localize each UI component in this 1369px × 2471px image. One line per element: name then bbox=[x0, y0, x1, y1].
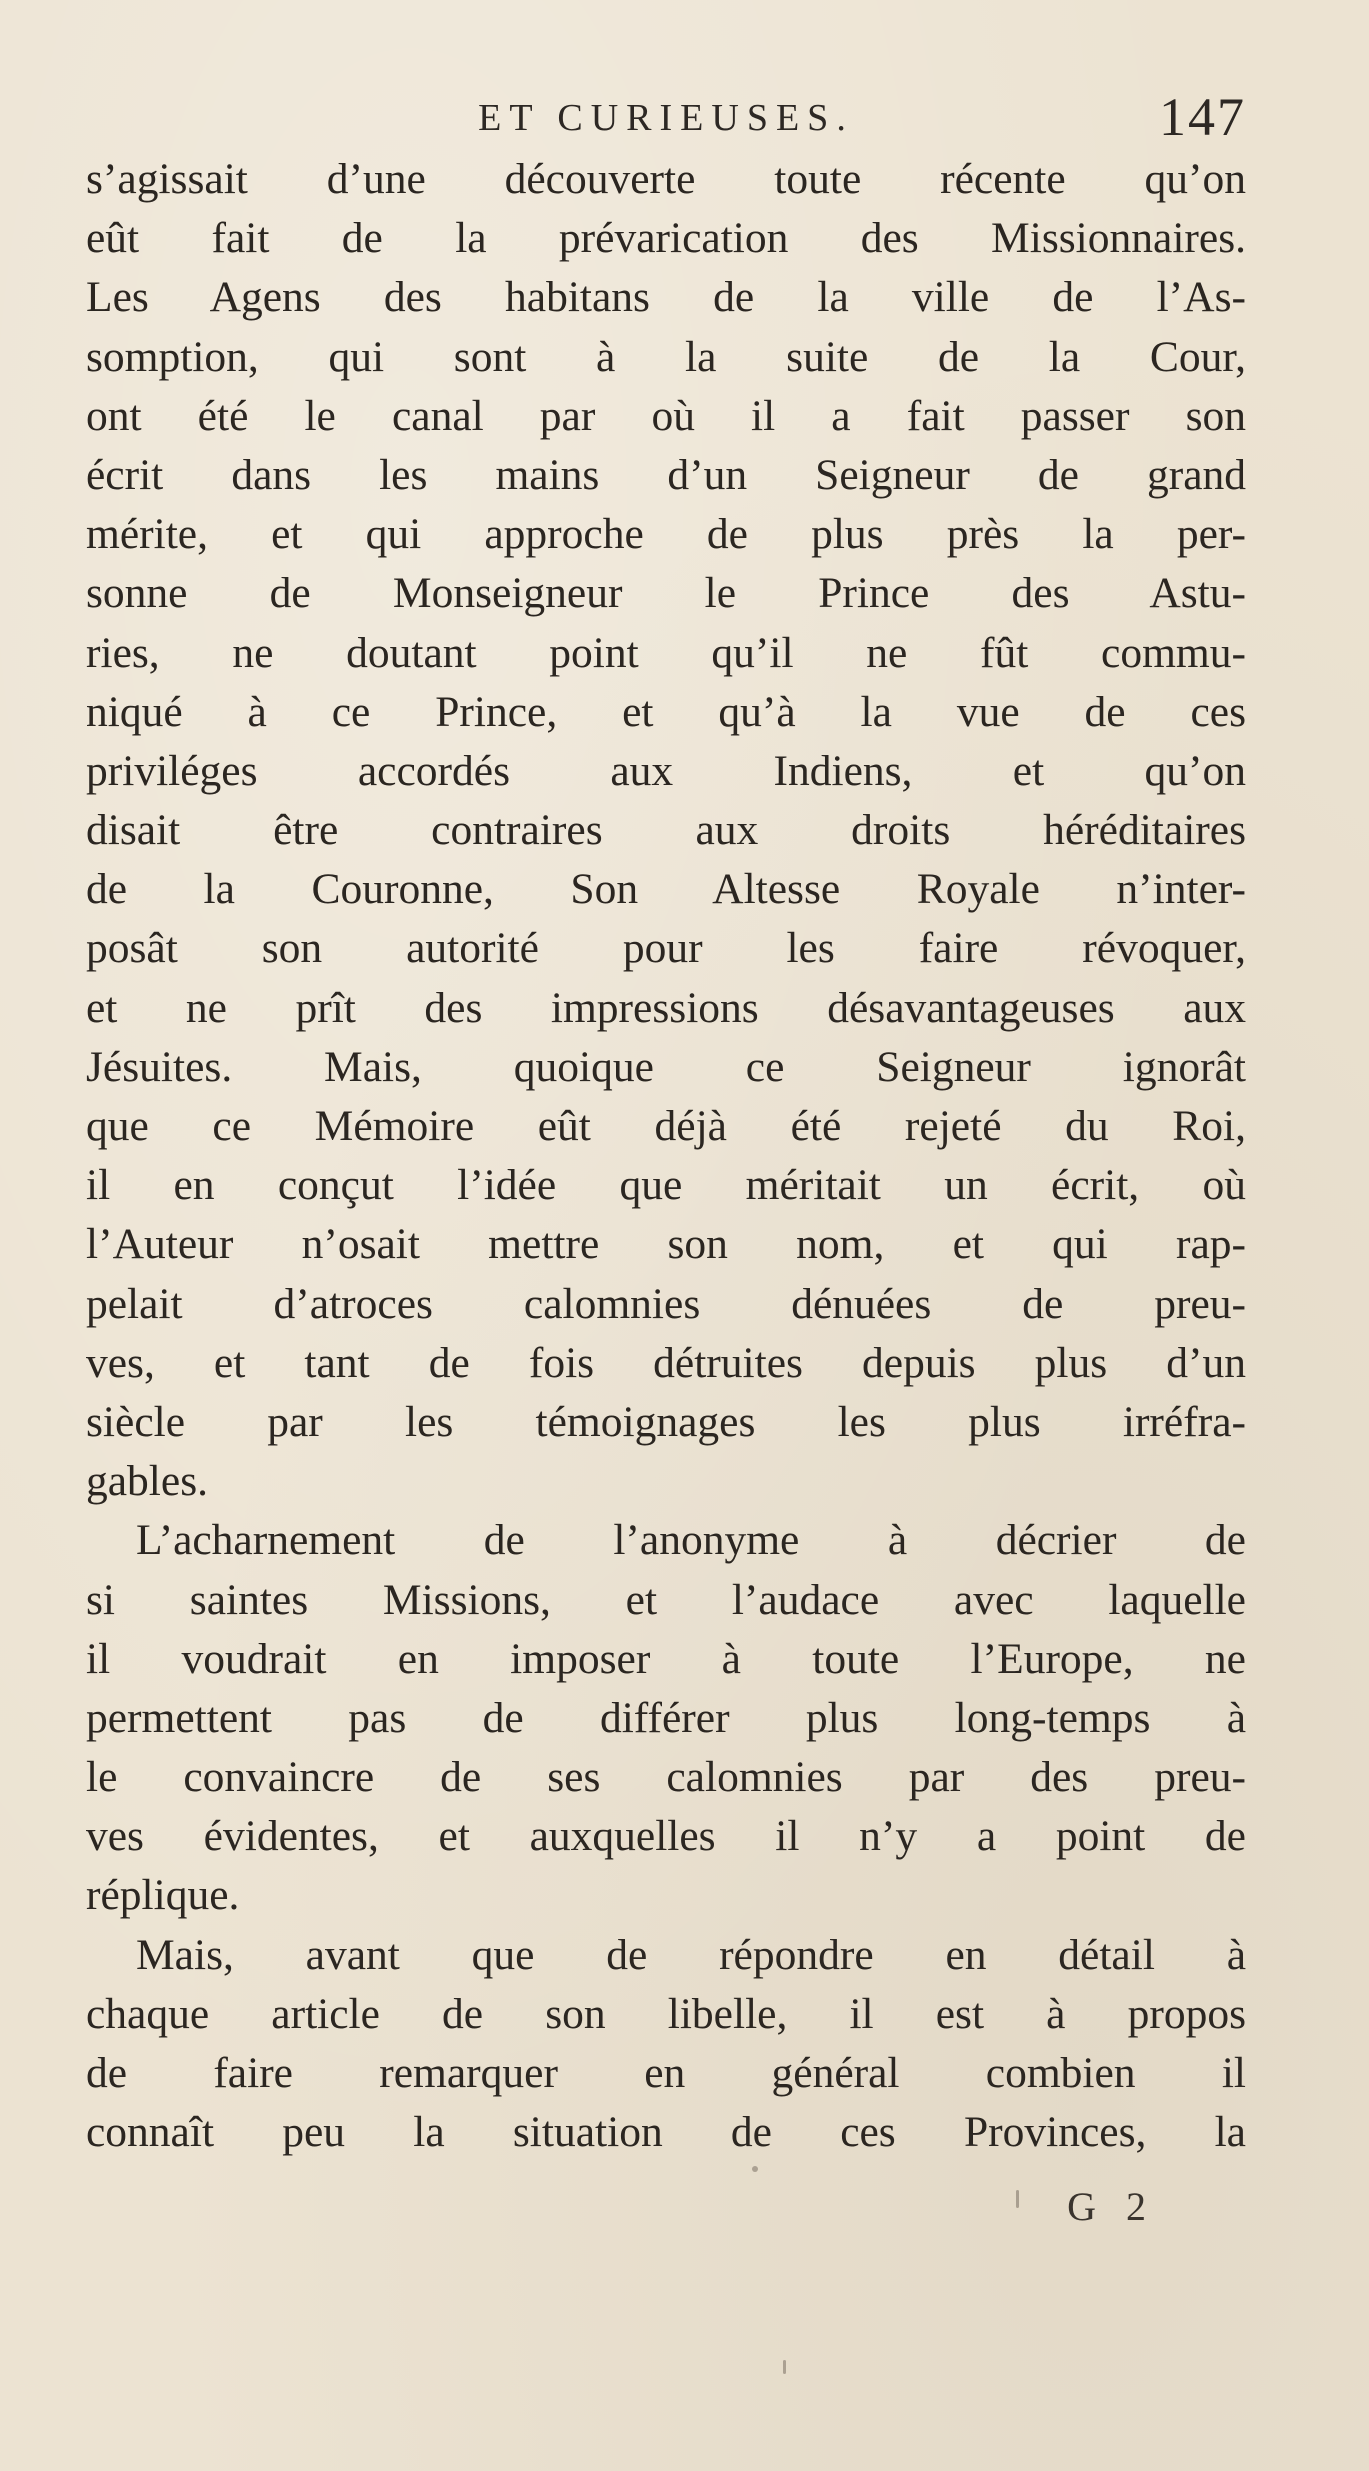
text-line: si saintes Missions, et l’audace avec laquelle bbox=[86, 1575, 1246, 1624]
text-line: pelait d’atroces calomnies dénuées de preu- bbox=[86, 1279, 1246, 1328]
text-line: le convaincre de ses calomnies par des preu- bbox=[86, 1753, 1246, 1802]
text-line: somption, qui sont à la suite de la Cour, bbox=[86, 332, 1246, 381]
page-number: 147 bbox=[1159, 87, 1246, 147]
text-line: Jésuites. Mais, quoique ce Seigneur ignorât bbox=[86, 1042, 1246, 1091]
paragraph-start-line: L’acharnement de l’anonyme à décrier de bbox=[136, 1516, 1246, 1565]
ink-speck bbox=[783, 2360, 786, 2374]
text-line: de la Couronne, Son Altesse Royale n’inter- bbox=[86, 865, 1246, 914]
text-line: il voudrait en imposer à toute l’Europe, ne bbox=[86, 1634, 1246, 1683]
ink-speck bbox=[1016, 2190, 1019, 2208]
text-line: eût fait de la prévarication des Missionnaires. bbox=[86, 214, 1246, 263]
text-line: Les Agens des habitans de la ville de l’As- bbox=[86, 273, 1246, 322]
paragraph-start-line: Mais, avant que de répondre en détail à bbox=[136, 1930, 1246, 1979]
body-text bbox=[86, 150, 1246, 2162]
text-line: que ce Mémoire eût déjà été rejeté du Roi, bbox=[86, 1102, 1246, 1150]
text-line: il en conçut l’idée que méritait un écrit, où bbox=[86, 1161, 1246, 1210]
page-footer bbox=[86, 2183, 1246, 2243]
text-line: l’Auteur n’osait mettre son nom, et qui rap- bbox=[86, 1220, 1246, 1269]
text-line: niqué à ce Prince, et qu’à la vue de ces bbox=[86, 687, 1246, 736]
text-line: priviléges accordés aux Indiens, et qu’on bbox=[86, 746, 1246, 795]
text-line: écrit dans les mains d’un Seigneur de grand bbox=[86, 450, 1246, 499]
running-head: ET CURIEUSES. bbox=[478, 97, 854, 139]
page-header bbox=[86, 87, 1246, 152]
text-line: chaque article de son libelle, il est à propos bbox=[86, 1989, 1246, 2038]
paragraph-end-line: réplique. bbox=[86, 1871, 240, 1920]
text-line: ries, ne doutant point qu’il ne fût commu- bbox=[86, 628, 1246, 677]
signature-mark: G 2 bbox=[1067, 2184, 1156, 2229]
text-line: ves, et tant de fois détruites depuis plus d’un bbox=[86, 1338, 1246, 1387]
text-line: ves évidentes, et auxquelles il n’y a point de bbox=[86, 1812, 1246, 1861]
text-line: mérite, et qui approche de plus près la per- bbox=[86, 510, 1246, 559]
text-line: sonne de Monseigneur le Prince des Astu- bbox=[86, 569, 1246, 618]
text-line: de faire remarquer en général combien il bbox=[86, 2049, 1246, 2097]
text-line: connaît peu la situation de ces Provinces, la bbox=[86, 2108, 1246, 2157]
text-line: ont été le canal par où il a fait passer son bbox=[86, 391, 1246, 440]
text-line: et ne prît des impressions désavantageuses aux bbox=[86, 983, 1246, 1032]
paragraph-end-line: gables. bbox=[86, 1457, 209, 1506]
text-line: permettent pas de différer plus long-temps à bbox=[86, 1693, 1246, 1742]
text-line: s’agissait d’une découverte toute récente qu’on bbox=[86, 155, 1246, 203]
text-line: posât son autorité pour les faire révoquer, bbox=[86, 924, 1246, 973]
text-line: siècle par les témoignages les plus irréfra- bbox=[86, 1397, 1246, 1446]
ink-speck bbox=[752, 2166, 758, 2172]
text-line: disait être contraires aux droits héréditaires bbox=[86, 806, 1246, 855]
